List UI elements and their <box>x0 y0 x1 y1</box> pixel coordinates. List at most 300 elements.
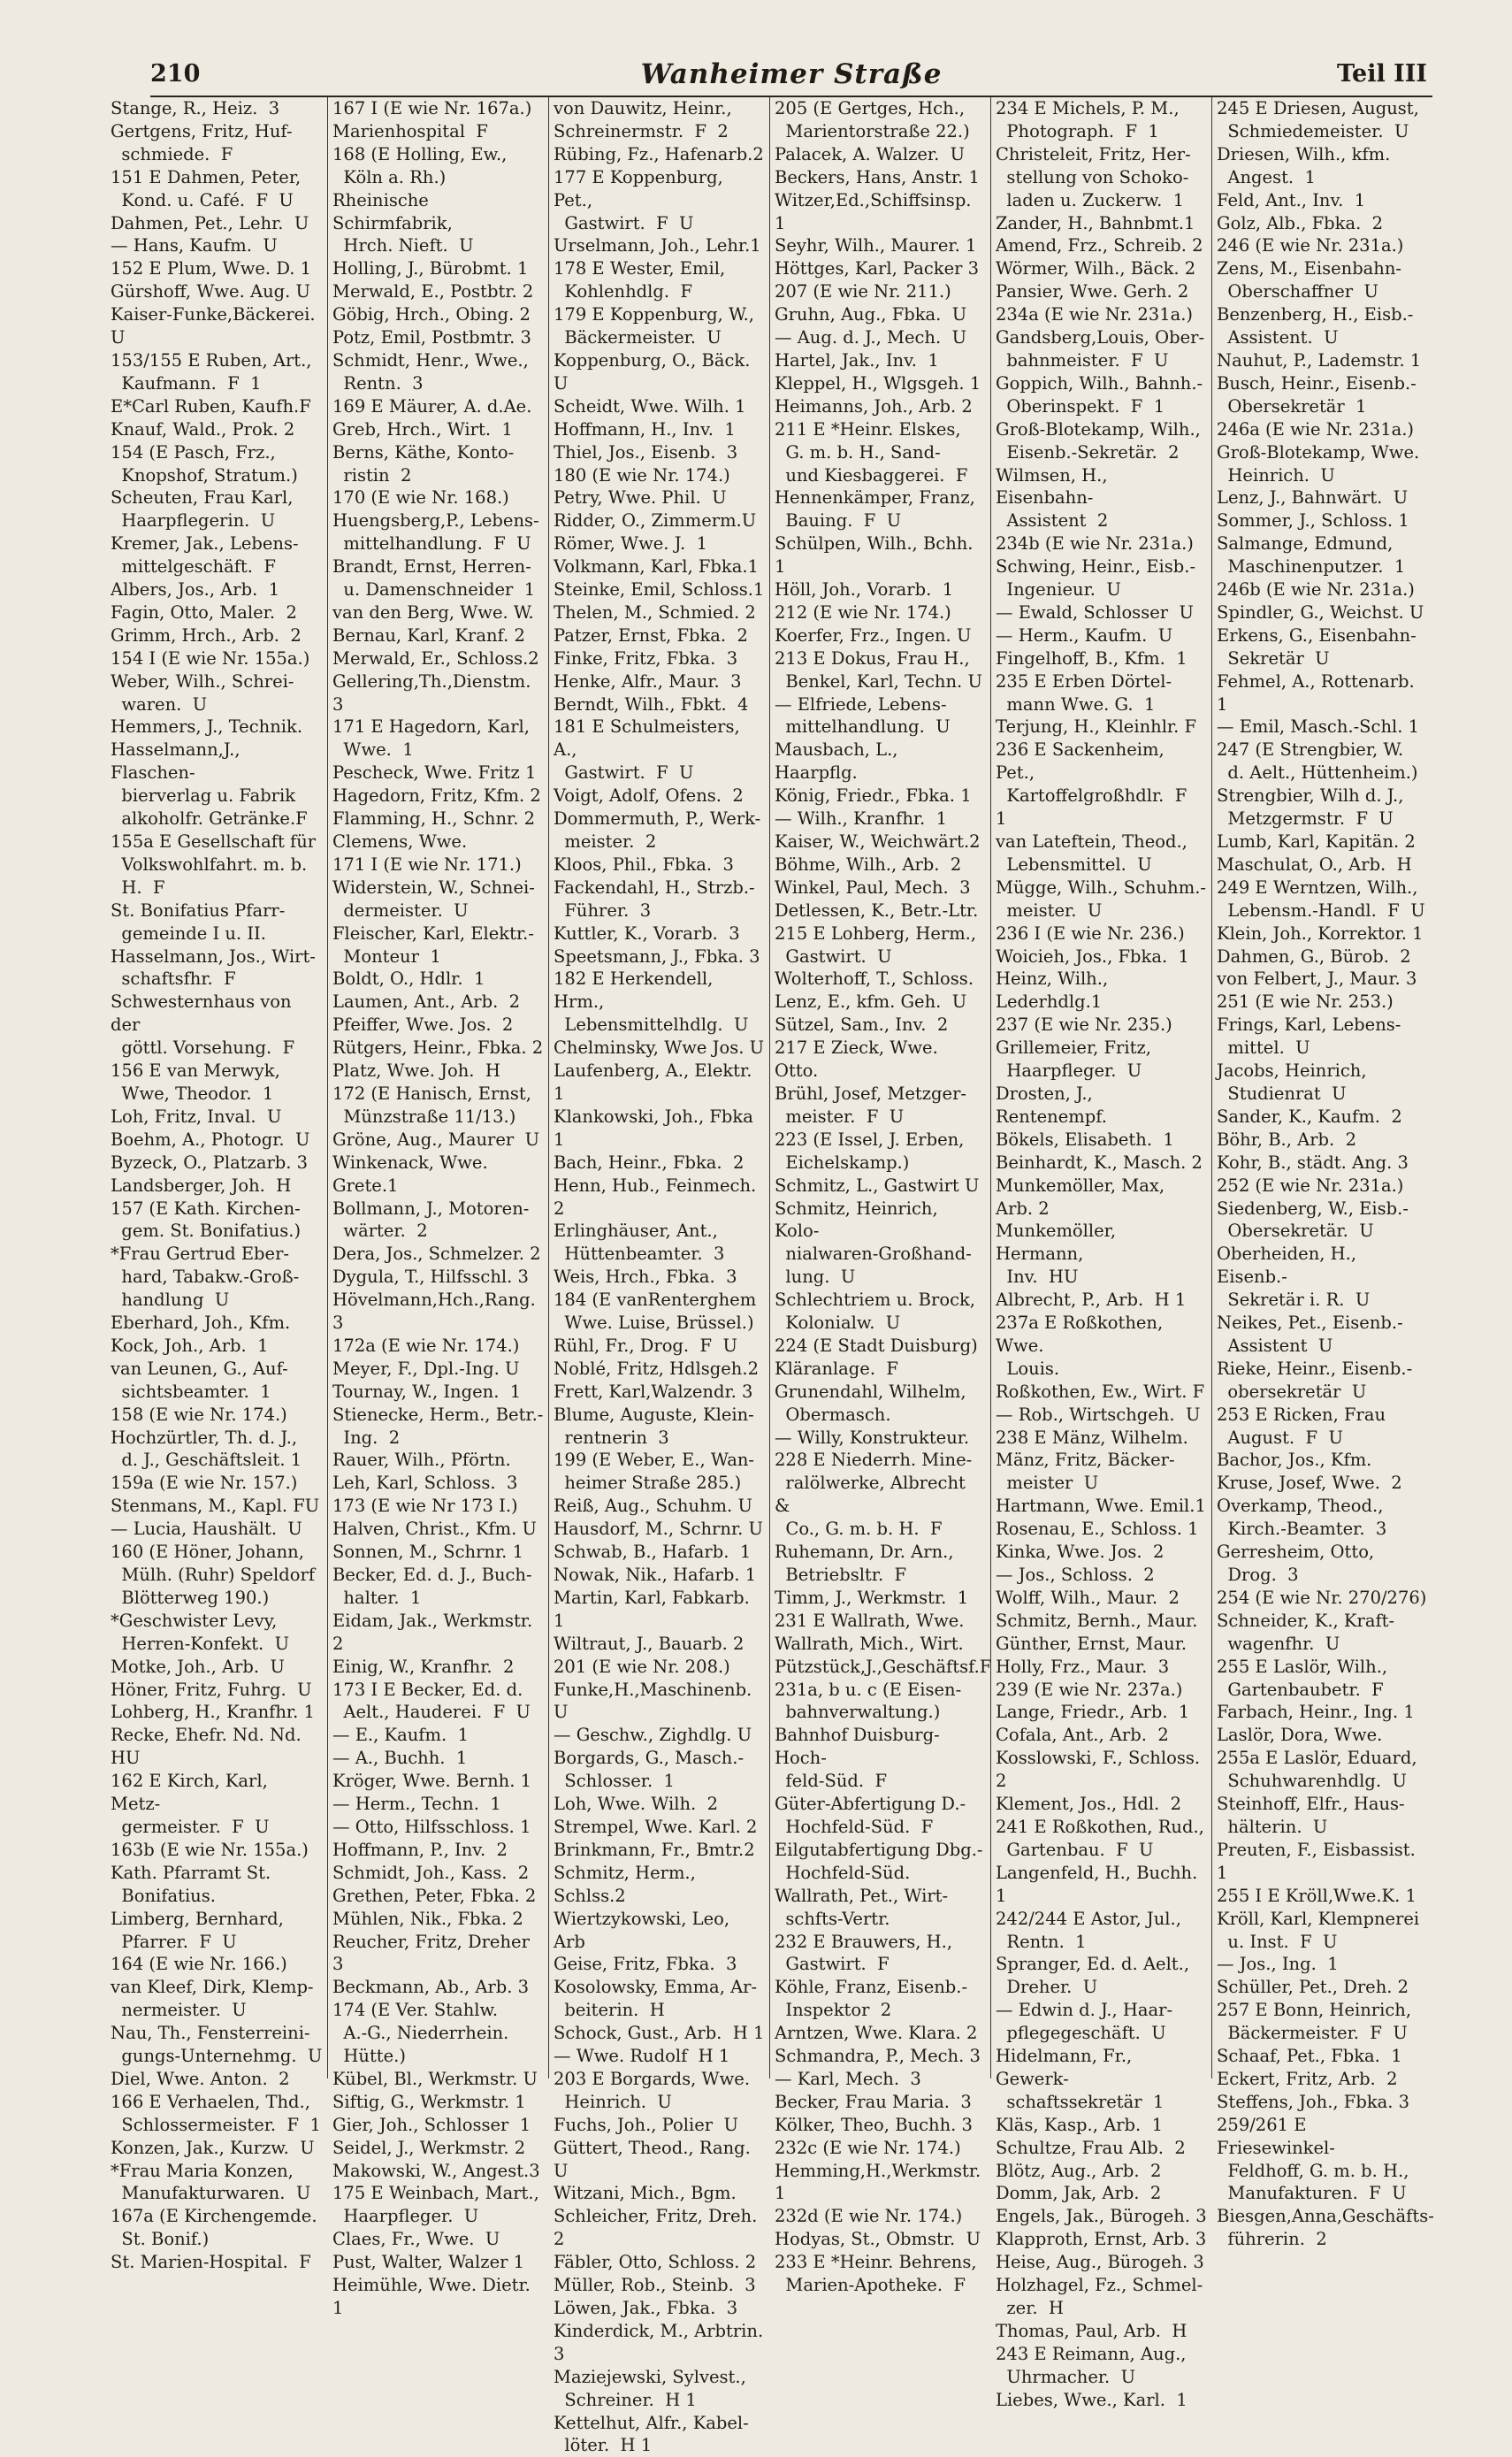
directory-entry: Tournay, W., Ingen. 1 <box>332 1381 522 1402</box>
directory-entry: Feld, Ant., Inv. 1 <box>1217 189 1366 210</box>
directory-entry: 178 E Wester, Emil, <box>554 258 726 279</box>
directory-entry: — Emil, Masch.-Schl. 1 <box>1217 716 1420 738</box>
directory-entry: Knauf, Wald., Prok. 2 <box>111 418 295 440</box>
directory-entry: schfts-Vertr. <box>775 1908 890 1929</box>
directory-entry: 223 (E Issel, J. Erben, <box>775 1129 965 1150</box>
directory-entry: Hasselmann, Jos., Wirt- <box>111 945 316 967</box>
directory-entry: 167 I (E wie Nr. 167a.) <box>332 98 532 119</box>
directory-entry: Lebensm.-Handl. F U <box>1217 899 1425 921</box>
directory-entry: Stienecke, Herm., Betr.- <box>332 1404 544 1425</box>
directory-entry: Loh, Fritz, Inval. U <box>111 1106 282 1127</box>
directory-entry: Kaiser, W., Weichwärt.2 <box>775 831 981 852</box>
directory-entry: führerin. 2 <box>1217 2229 1327 2250</box>
directory-entry: Schüller, Pet., Dreh. 2 <box>1217 1977 1409 1998</box>
directory-entry: Höttges, Karl, Packer 3 <box>775 258 980 279</box>
directory-entry: Schultze, Frau Alb. 2 <box>996 2137 1186 2158</box>
directory-entry: 181 E Schulmeisters, A., <box>554 716 745 761</box>
directory-entry: d. J., Geschäftsleit. 1 <box>111 1450 302 1471</box>
directory-entry: schmiede. F <box>111 143 233 165</box>
directory-entry: Köln a. Rh.) <box>332 166 447 188</box>
directory-entry: — Willy, Konstrukteur. <box>775 1427 970 1448</box>
directory-entry: Schaaf, Pet., Fbka. 1 <box>1217 2046 1402 2067</box>
directory-entry: Huengsberg,P., Lebens- <box>332 510 539 532</box>
directory-entry: Byzeck, O., Platzarb. 3 <box>111 1152 309 1173</box>
directory-entry: 249 E Werntzen, Wilh., <box>1217 876 1418 898</box>
directory-entry: Eichelskamp.) <box>775 1152 910 1173</box>
directory-entry: Kloos, Phil., Fbka. 3 <box>554 853 734 875</box>
directory-entry: 232 E Brauwers, H., <box>775 1931 953 1952</box>
directory-entry: Nowak, Nik., Hafarb. 1 <box>554 1565 757 1585</box>
directory-entry: Funke,H.,Maschinenb. U <box>554 1679 758 1723</box>
directory-entry: Fleischer, Karl, Elektr.- <box>332 922 534 944</box>
directory-entry: Obersekretär 1 <box>1217 395 1367 417</box>
directory-entry: 159a (E wie Nr. 157.) <box>111 1473 298 1494</box>
directory-entry: 212 (E wie Nr. 174.) <box>775 601 951 623</box>
directory-entry: Hochfeld-Süd. F <box>775 1816 934 1837</box>
directory-entry: Gastwirt. F U <box>554 762 694 784</box>
directory-entry: Biesgen,Anna,Geschäfts- <box>1217 2206 1434 2227</box>
directory-entry: A.-G., Niederrhein. <box>332 2023 509 2044</box>
directory-entry: Schlossermeister. F 1 <box>111 2114 321 2135</box>
directory-entry: St. Bonif.) <box>111 2229 210 2250</box>
part-label: Teil III <box>1337 60 1427 88</box>
directory-entry: Kinka, Wwe. Jos. 2 <box>996 1542 1165 1563</box>
directory-entry: — Ewald, Schlosser U <box>996 601 1194 623</box>
directory-entry: König, Friedr., Fbka. 1 <box>775 785 972 807</box>
directory-entry: Sonnen, M., Schrnr. 1 <box>332 1542 523 1563</box>
directory-entry: 255a E Laslör, Eduard, <box>1217 1748 1417 1769</box>
directory-entry: St. Bonifatius Pfarr- <box>111 899 286 921</box>
directory-entry: Rentn. 1 <box>996 1931 1087 1952</box>
directory-entry: Albrecht, P., Arb. H 1 <box>996 1290 1187 1311</box>
directory-entry: G. m. b. H., Sand- <box>775 441 941 463</box>
directory-entry: Blötterweg 190.) <box>111 1587 270 1608</box>
directory-entry: Heinrich. U <box>1217 464 1335 486</box>
directory-entry: Wwe. 1 <box>332 739 414 761</box>
directory-entry: Beinhardt, K., Masch. 2 <box>996 1152 1203 1173</box>
directory-entry: Seidel, J., Werkmstr. 2 <box>332 2137 526 2158</box>
directory-entry: Kaiser-Funke,Bäckerei. U <box>111 304 321 348</box>
directory-entry: Hrch. Nieft. U <box>332 235 474 256</box>
directory-entry: 237a E Roßkothen, Wwe. <box>996 1313 1169 1356</box>
directory-entry: 172 (E Hanisch, Ernst, <box>332 1083 531 1104</box>
directory-entry: Fäbler, Otto, Schloss. 2 <box>554 2252 757 2273</box>
directory-entry: Weis, Hrch., Fbka. 3 <box>554 1267 737 1288</box>
directory-entry: 207 (E wie Nr. 211.) <box>775 281 951 302</box>
directory-entry: Finke, Fritz, Fbka. 3 <box>554 647 738 669</box>
directory-entry: Schreiner. H 1 <box>554 2389 697 2410</box>
directory-entry: Thomas, Paul, Arb. H <box>996 2320 1187 2341</box>
page-number: 210 <box>150 60 201 88</box>
directory-entry: Kröger, Wwe. Bernh. 1 <box>332 1771 532 1792</box>
directory-entry: Woicieh, Jos., Fbka. 1 <box>996 945 1189 967</box>
directory-column <box>769 97 992 2296</box>
directory-entry: von Dauwitz, Heinr., <box>554 98 732 119</box>
directory-entry: 245 E Driesen, August, <box>1217 98 1419 119</box>
directory-entry: 169 E Mäurer, A. d.Ae. <box>332 395 532 417</box>
directory-entry: Ingenieur. U <box>996 579 1121 601</box>
directory-entry: Marienhospital F <box>332 120 488 142</box>
directory-entry: 155a E Gesellschaft für <box>111 831 317 852</box>
directory-entry: *Frau Maria Konzen, <box>111 2160 294 2181</box>
directory-entry: hard, Tabakw.-Groß- <box>111 1267 300 1288</box>
directory-entry: Führer. 3 <box>554 899 652 921</box>
directory-entry: Bäckermeister. F U <box>1217 2023 1408 2044</box>
directory-entry: 179 E Koppenburg, W., <box>554 304 754 325</box>
directory-entry: Bökels, Elisabeth. 1 <box>996 1129 1174 1150</box>
directory-entry: Schmitz, Herm., Schlss.2 <box>554 1862 702 1906</box>
directory-entry: Haarpfleger. U <box>332 2206 479 2227</box>
directory-entry: Laufenberg, A., Elektr. 1 <box>554 1060 758 1104</box>
directory-entry: Schmitz, Heinrich, Kolo- <box>775 1198 943 1242</box>
directory-entry: Groß-Blotekamp, Wilh., <box>996 418 1201 440</box>
directory-entry: schaftssekretär 1 <box>996 2091 1165 2112</box>
directory-entry: rentnerin 3 <box>554 1427 669 1448</box>
directory-entry: laden u. Zuckerw. 1 <box>996 189 1185 210</box>
directory-entry: Eberhard, Joh., Kfm. <box>111 1313 291 1334</box>
directory-entry: Rauer, Wilh., Pförtn. <box>332 1450 511 1471</box>
directory-entry: Merwald, Er., Schloss.2 <box>332 647 539 669</box>
directory-entry: Wiltraut, J., Bauarb. 2 <box>554 1633 745 1654</box>
directory-entry: Hodyas, St., Obmstr. U <box>775 2229 981 2250</box>
directory-entry: Mausbach, L., Haarpflg. <box>775 739 904 784</box>
directory-entry: Blötz, Aug., Arb. 2 <box>996 2160 1162 2181</box>
directory-column <box>548 97 769 2456</box>
directory-entry: Diel, Wwe. Anton. 2 <box>111 2068 290 2089</box>
directory-entry: Schuhwarenhdlg. U <box>1217 1771 1407 1792</box>
directory-entry: Maziejewski, Sylvest., <box>554 2366 746 2387</box>
directory-entry: Rühl, Fr., Drog. F U <box>554 1335 737 1356</box>
directory-entry: Wallrath, Mich., Wirt. <box>775 1633 964 1654</box>
directory-entry: Obersekretär. U <box>1217 1221 1374 1242</box>
directory-entry: — Jos., Ing. 1 <box>1217 1954 1339 1975</box>
directory-entry: 243 E Reimann, Aug., <box>996 2343 1187 2364</box>
directory-entry: Ruhemann, Dr. Arn., <box>775 1542 954 1563</box>
directory-entry: Palacek, A. Walzer. U <box>775 143 966 165</box>
directory-entry: van Lateftein, Theod., <box>996 831 1187 852</box>
directory-entry: Meyer, F., Dpl.-Ing. U <box>332 1358 520 1379</box>
directory-entry: van Kleef, Dirk, Klemp- <box>111 1977 314 1998</box>
directory-entry: Overkamp, Theod., <box>1217 1496 1384 1517</box>
directory-entry: mann Wwe. G. 1 <box>996 693 1156 715</box>
directory-entry: Albers, Jos., Arb. 1 <box>111 579 280 601</box>
directory-entry: Bollmann, J., Motoren- <box>332 1198 530 1219</box>
directory-column <box>106 97 327 2273</box>
directory-entry: lung. U <box>775 1267 856 1288</box>
directory-entry: 154 I (E wie Nr. 155a.) <box>111 647 310 669</box>
directory-entry: 233 E *Heinr. Behrens, <box>775 2252 977 2273</box>
directory-entry: Böhme, Wilh., Arb. 2 <box>775 853 962 875</box>
directory-entry: Kruse, Josef, Wwe. 2 <box>1217 1473 1402 1494</box>
directory-entry: Kuttler, K., Vorarb. 3 <box>554 922 740 944</box>
directory-entry: 234a (E wie Nr. 231a.) <box>996 304 1194 325</box>
directory-entry: Kläranlage. F <box>775 1358 898 1379</box>
directory-entry: 246a (E wie Nr. 231a.) <box>1217 418 1415 440</box>
directory-entry: dermeister. U <box>332 899 469 921</box>
directory-entry: Langenfeld, H., Buchh. 1 <box>996 1862 1203 1906</box>
directory-entry: Fuchs, Joh., Polier U <box>554 2114 738 2135</box>
directory-entry: Drosten, J., Rentenempf. <box>996 1083 1107 1127</box>
directory-entry: 172a (E wie Nr. 174.) <box>332 1335 520 1356</box>
directory-entry: Hasselmann,J., Flaschen- <box>111 739 246 784</box>
directory-entry: Bach, Heinr., Fbka. 2 <box>554 1152 745 1173</box>
directory-entry: Oberheiden, H., Eisenb.- <box>1217 1244 1363 1288</box>
directory-entry: schaftsfhr. F <box>111 968 236 990</box>
directory-entry: St. Marien-Hospital. F <box>111 2252 311 2273</box>
directory-entry: Rübing, Fz., Hafenarb.2 <box>554 143 764 165</box>
directory-entry: 182 E Herkendell, Hrm., <box>554 968 719 1013</box>
directory-entry: Pansier, Wwe. Gerh. 2 <box>996 281 1189 302</box>
directory-entry: Nau, Th., Fensterreini- <box>111 2023 310 2044</box>
directory-entry: *Geschwister Levy, <box>111 1610 278 1631</box>
directory-entry: Rheinische Schirmfabrik, <box>332 189 453 233</box>
directory-entry: Merwald, E., Postbtr. 2 <box>332 281 534 302</box>
directory-entry: Spindler, G., Weichst. U <box>1217 601 1424 623</box>
directory-entry: Manufakturen. F U <box>1217 2183 1407 2204</box>
directory-entry: Boehm, A., Photogr. U <box>111 1129 310 1150</box>
directory-entry: Potz, Emil, Postbmtr. 3 <box>332 327 531 348</box>
directory-entry: Bahnhof Duisburg-Hoch- <box>775 1725 940 1769</box>
directory-entry: Hütte.) <box>332 2046 406 2067</box>
directory-entry: Göbig, Hrch., Obing. 2 <box>332 304 531 325</box>
directory-entry: Schülpen, Wilh., Bchh. 1 <box>775 533 979 578</box>
directory-entry: Henn, Hub., Feinmech. 2 <box>554 1175 762 1219</box>
directory-entry: Claes, Fr., Wwe. U <box>332 2229 500 2250</box>
directory-entry: Dommermuth, P., Werk- <box>554 808 761 830</box>
directory-entry: Urselmann, Joh., Lehr.1 <box>554 235 761 256</box>
directory-entry: Witzani, Mich., Bgm. <box>554 2183 737 2204</box>
directory-entry: Klein, Joh., Korrektor. 1 <box>1217 922 1424 944</box>
directory-entry: 241 E Roßkothen, Rud., <box>996 1816 1204 1837</box>
directory-entry: Oberinspekt. F 1 <box>996 395 1165 417</box>
directory-entry: Driesen, Wilh., kfm. <box>1217 143 1391 165</box>
directory-entry: Knopshof, Stratum.) <box>111 464 298 486</box>
directory-entry: Laslör, Dora, Wwe. <box>1217 1725 1383 1746</box>
directory-entry: Ridder, O., Zimmerm.U <box>554 510 757 532</box>
directory-entry: Marientorstraße 22.) <box>775 120 970 142</box>
directory-entry: Recke, Ehefr. Nd. Nd. HU <box>111 1725 307 1769</box>
directory-entry: meister. U <box>996 899 1103 921</box>
directory-entry: Beckers, Hans, Anstr. 1 <box>775 166 980 188</box>
directory-entry: Pfarrer. F U <box>111 1931 237 1952</box>
directory-entry: Platz, Wwe. Joh. H <box>332 1060 500 1082</box>
directory-entry: Maschulat, O., Arb. H <box>1217 853 1412 875</box>
directory-entry: Kath. Pfarramt St. <box>111 1862 271 1883</box>
directory-entry: meister U <box>996 1473 1099 1494</box>
directory-entry: Stenmans, M., Kapl. FU <box>111 1496 320 1517</box>
directory-entry: Lenz, J., Bahnwärt. U <box>1217 487 1409 509</box>
directory-entry: beiterin. H <box>554 2000 665 2021</box>
directory-entry: — Hans, Kaufm. U <box>111 235 278 256</box>
directory-entry: Limberg, Bernhard, <box>111 1908 284 1929</box>
directory-entry: Mülh. (Ruhr) Speldorf <box>111 1565 316 1585</box>
directory-entry: Speetsmann, J., Fbka. 3 <box>554 945 760 967</box>
directory-entry: Klement, Jos., Hdl. 2 <box>996 1794 1182 1815</box>
directory-entry: waren. U <box>111 693 208 715</box>
directory-entry: Berns, Käthe, Konto- <box>332 441 515 463</box>
directory-entry: Eilgutabfertigung Dbg.- <box>775 1839 983 1860</box>
directory-entry: Siedenberg, W., Eisb.- <box>1217 1198 1409 1219</box>
directory-entry: Sekretär U <box>1217 647 1330 669</box>
directory-entry: 252 (E wie Nr. 231a.) <box>1217 1175 1404 1196</box>
directory-entry: mittelhandlung. F U <box>332 533 531 555</box>
directory-entry: Löwen, Jak., Fbka. 3 <box>554 2298 738 2318</box>
directory-entry: 228 E Niederrh. Mine- <box>775 1450 973 1471</box>
directory-entry: Loh, Wwe. Wilh. 2 <box>554 1794 719 1815</box>
directory-entry: halter. 1 <box>332 1587 422 1608</box>
directory-entry: Metzgermstr. F U <box>1217 808 1394 830</box>
directory-entry: Dahmen, Pet., Lehr. U <box>111 212 309 233</box>
directory-entry: Thiel, Jos., Eisenb. 3 <box>554 441 738 463</box>
directory-entry: Höner, Fritz, Fuhrg. U <box>111 1679 312 1700</box>
directory-entry: Klankowski, Joh., Fbka 1 <box>554 1106 760 1150</box>
directory-entry: Louis. <box>996 1358 1060 1379</box>
directory-entry: Gandsberg,Louis, Ober- <box>996 327 1205 348</box>
directory-entry: Gier, Joh., Schlosser 1 <box>332 2114 531 2135</box>
directory-entry: Voigt, Adolf, Ofens. 2 <box>554 785 744 807</box>
directory-columns <box>106 97 1434 2456</box>
directory-entry: Groß-Blotekamp, Wwe. <box>1217 441 1420 463</box>
directory-entry: Co., G. m. b. H. F <box>775 1519 943 1540</box>
directory-entry: Kock, Joh., Arb. 1 <box>111 1335 269 1356</box>
directory-entry: zer. H <box>996 2298 1064 2318</box>
directory-entry: Munkemöller, Max, Arb. 2 <box>996 1175 1171 1219</box>
directory-entry: 231a, b u. c (E Eisen- <box>775 1679 962 1700</box>
directory-entry: 217 E Zieck, Wwe. Otto. <box>775 1037 943 1082</box>
directory-entry: Lumb, Karl, Kapitän. 2 <box>1217 831 1416 852</box>
directory-entry: Grunendahl, Wilhelm, <box>775 1381 966 1402</box>
directory-entry: Holzhagel, Fz., Schmel- <box>996 2275 1203 2296</box>
directory-entry: Siftig, G., Werkmstr. 1 <box>332 2091 526 2112</box>
directory-entry: 246b (E wie Nr. 231a.) <box>1217 579 1415 601</box>
directory-entry: 152 E Plum, Wwe. D. 1 <box>111 258 312 279</box>
directory-entry: Erkens, G., Eisenbahn- <box>1217 624 1417 646</box>
directory-entry: Holly, Frz., Maur. 3 <box>996 1656 1170 1677</box>
directory-entry: — Otto, Hilfsschloss. 1 <box>332 1816 531 1837</box>
directory-entry: bierverlag u. Fabrik <box>111 785 296 807</box>
directory-entry: Clemens, Wwe. <box>332 831 468 852</box>
directory-entry: 235 E Erben Dörtel- <box>996 670 1172 692</box>
directory-entry: Böhr, B., Arb. 2 <box>1217 1129 1357 1150</box>
directory-entry: Berndt, Wilh., Fbkt. 4 <box>554 693 749 715</box>
directory-entry: — Herm., Kaufm. U <box>996 624 1173 646</box>
directory-entry: 199 (E Weber, E., Wan- <box>554 1450 755 1471</box>
directory-entry: Bernau, Karl, Kranf. 2 <box>332 624 525 646</box>
directory-entry: 238 E Mänz, Wilhelm. <box>996 1427 1188 1448</box>
directory-entry: Photograph. F 1 <box>996 120 1159 142</box>
directory-entry: Bonifatius. <box>111 1885 216 1906</box>
directory-entry: meister. 2 <box>554 831 657 852</box>
directory-entry: 213 E Dokus, Frau H., <box>775 647 970 669</box>
directory-entry: Martin, Karl, Fabkarb. 1 <box>554 1587 756 1631</box>
directory-entry: Betriebsltr. F <box>775 1565 907 1585</box>
directory-entry: Inspektor 2 <box>775 2000 892 2021</box>
directory-entry: Schwesternhaus von der <box>111 991 297 1036</box>
directory-entry: 157 (E Kath. Kirchen- <box>111 1198 301 1219</box>
directory-entry: Gartenbaubetr. F <box>1217 1679 1384 1700</box>
directory-entry: Motke, Joh., Arb. U <box>111 1656 285 1677</box>
directory-entry: Pfeiffer, Wwe. Jos. 2 <box>332 1014 514 1036</box>
directory-entry: 251 (E wie Nr. 253.) <box>1217 991 1394 1013</box>
directory-column <box>990 97 1211 2410</box>
directory-entry: Lebensmittel. U <box>996 853 1152 875</box>
directory-entry: Kolonialw. U <box>775 1313 901 1334</box>
directory-entry: Hochfeld-Süd. <box>775 1862 911 1883</box>
directory-entry: Becker, Ed. d. J., Buch- <box>332 1565 532 1585</box>
directory-entry: — Edwin d. J., Haar- <box>996 2000 1173 2021</box>
directory-entry: Boldt, O., Hdlr. 1 <box>332 968 485 990</box>
directory-entry: Schwab, B., Hafarb. 1 <box>554 1542 752 1563</box>
directory-entry: Haarpflegerin. U <box>111 510 276 532</box>
directory-entry: Beckmann, Ab., Arb. 3 <box>332 1977 530 1998</box>
directory-entry: 232d (E wie Nr. 174.) <box>775 2206 963 2227</box>
directory-entry: Strengbier, Wilh d. J., <box>1217 785 1404 807</box>
directory-entry: Steinhoff, Elfr., Haus- <box>1217 1794 1405 1815</box>
directory-entry: bahnmeister. F U <box>996 349 1169 371</box>
directory-entry: Kohlenhdlg. F <box>554 281 692 302</box>
directory-entry: Heinrich. U <box>554 2091 672 2112</box>
directory-entry: E*Carl Ruben, Kaufh.F <box>111 395 311 417</box>
directory-entry: Fingelhoff, B., Kfm. 1 <box>996 647 1187 669</box>
directory-entry: Salmange, Edmund, <box>1217 533 1394 555</box>
directory-entry: Munkemöller, Hermann, <box>996 1221 1122 1265</box>
directory-entry: Hoffmann, H., Inv. 1 <box>554 418 736 440</box>
directory-entry: 166 E Verhaelen, Thd., <box>111 2091 310 2112</box>
directory-entry: Mügge, Wilh., Schuhm.- <box>996 876 1206 898</box>
directory-entry: Farbach, Heinr., Ing. 1 <box>1217 1702 1415 1723</box>
directory-entry: Brühl, Josef, Metzger- <box>775 1083 966 1104</box>
directory-entry: handlung U <box>111 1290 230 1311</box>
directory-entry: Greb, Hrch., Wirt. 1 <box>332 418 513 440</box>
directory-entry: Halven, Christ., Kfm. U <box>332 1519 537 1540</box>
directory-entry: Schmidt, Henr., Wwe., <box>332 349 529 371</box>
directory-entry: Erlinghäuser, Ant., <box>554 1221 718 1242</box>
directory-entry: Schmandra, P., Mech. 3 <box>775 2046 981 2067</box>
directory-entry: mittelhandlung. U <box>775 716 951 738</box>
directory-entry: — Geschw., Zighdlg. U <box>554 1725 752 1746</box>
directory-entry: heimer Straße 285.) <box>554 1473 742 1494</box>
directory-entry: Liebes, Wwe., Karl. 1 <box>996 2389 1187 2410</box>
directory-entry: Heise, Aug., Bürogeh. 3 <box>996 2252 1204 2273</box>
directory-entry: u. Damenschneider 1 <box>332 579 536 601</box>
directory-entry: Lebensmittelhdlg. U <box>554 1014 749 1036</box>
directory-entry: Wolff, Wilh., Maur. 2 <box>996 1587 1180 1608</box>
directory-entry: Borgards, G., Masch.- <box>554 1748 745 1769</box>
directory-entry: germeister. F U <box>111 1816 270 1837</box>
directory-entry: 164 (E wie Nr. 166.) <box>111 1954 287 1975</box>
directory-entry: Güter-Abfertigung D.- <box>775 1794 966 1815</box>
directory-entry: Schneider, K., Kraft- <box>1217 1610 1395 1631</box>
directory-entry: 255 I E Kröll,Wwe.K. 1 <box>1217 1885 1417 1906</box>
directory-entry: Schreinermstr. F 2 <box>554 120 729 142</box>
directory-entry: Spranger, Ed. d. Aelt., <box>996 1954 1190 1975</box>
directory-entry: Zens, M., Eisenbahn- <box>1217 258 1402 279</box>
directory-entry: Drog. 3 <box>1217 1565 1299 1585</box>
directory-entry: Golz, Alb., Fbka. 2 <box>1217 212 1384 233</box>
directory-entry: 180 (E wie Nr. 174.) <box>554 464 730 486</box>
directory-entry: 224 (E Stadt Duisburg) <box>775 1335 978 1356</box>
directory-entry: gem. St. Bonifatius.) <box>111 1221 302 1242</box>
directory-entry: mittel. U <box>1217 1037 1310 1059</box>
directory-entry: 234 E Michels, P. M., <box>996 98 1180 119</box>
directory-entry: bahnverwaltung.) <box>775 1702 941 1723</box>
directory-entry: — Wwe. Rudolf H 1 <box>554 2046 730 2067</box>
directory-entry: feld-Süd. F <box>775 1771 887 1792</box>
directory-entry: Schlosser. 1 <box>554 1771 675 1792</box>
directory-entry: Reiß, Aug., Schuhm. U <box>554 1496 752 1517</box>
directory-entry: Monteur 1 <box>332 945 441 967</box>
directory-entry: meister. F U <box>775 1106 905 1127</box>
